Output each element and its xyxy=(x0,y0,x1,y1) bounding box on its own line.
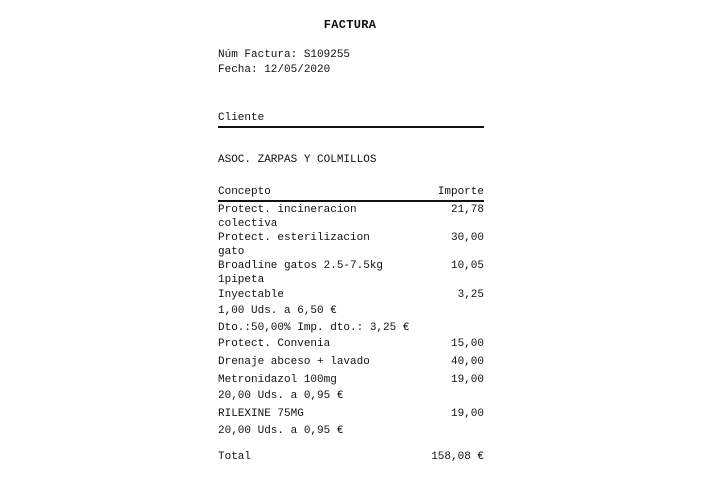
item-detail: Dto.:50,00% Imp. dto.: 3,25 € xyxy=(218,322,410,334)
item-amount: 19,00 xyxy=(450,408,484,420)
header-amount: Importe xyxy=(437,186,484,198)
header-concept: Concepto xyxy=(218,186,271,198)
client-label: Cliente xyxy=(218,112,265,124)
item-concept: Drenaje abceso + lavado xyxy=(218,356,370,368)
invoice-number: Núm Factura: S109255 xyxy=(218,49,351,61)
item-detail: 1,00 Uds. a 6,50 € xyxy=(218,305,337,317)
item-concept: Metronidazol 100mg xyxy=(218,374,337,386)
item-detail: 20,00 Uds. a 0,95 € xyxy=(218,390,344,402)
item-detail: 20,00 Uds. a 0,95 € xyxy=(218,425,344,437)
client-divider xyxy=(218,126,484,128)
item-amount: 30,00 xyxy=(450,232,484,244)
total-amount: 158,08 € xyxy=(431,451,484,463)
total-label: Total xyxy=(218,451,252,463)
item-concept: Protect. Convenia xyxy=(218,338,331,350)
item-concept: Protect. esterilizacion gato xyxy=(218,232,370,258)
item-amount: 19,00 xyxy=(450,374,484,386)
item-amount: 3,25 xyxy=(457,289,484,301)
invoice-date: Fecha: 12/05/2020 xyxy=(218,64,331,76)
invoice-title: FACTURA xyxy=(323,18,377,32)
item-concept: Inyectable xyxy=(218,289,285,301)
item-concept: Broadline gatos 2.5-7.5kg 1pipeta xyxy=(218,260,384,286)
item-amount: 15,00 xyxy=(450,338,484,350)
item-concept: RILEXINE 75MG xyxy=(218,408,304,420)
item-amount: 21,78 xyxy=(450,204,484,216)
client-name: ASOC. ZARPAS Y COLMILLOS xyxy=(218,154,377,166)
table-header-divider xyxy=(218,200,484,202)
item-amount: 10,05 xyxy=(450,260,484,272)
item-amount: 40,00 xyxy=(450,356,484,368)
item-concept: Protect. incineracion colectiva xyxy=(218,204,357,230)
